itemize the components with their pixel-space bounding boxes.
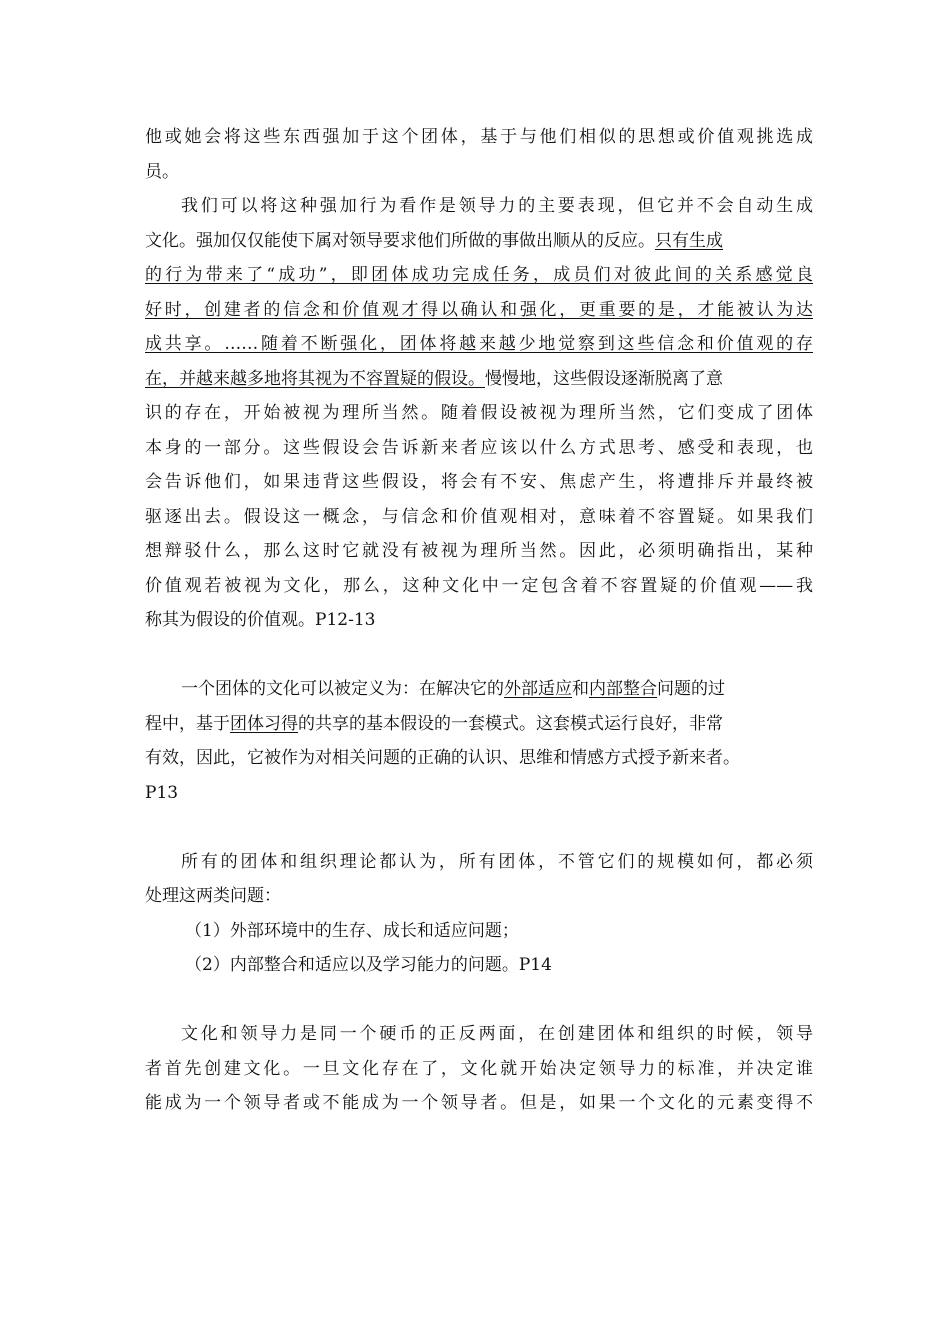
text-line: [145, 258, 813, 293]
paragraph-first-line: [145, 672, 813, 707]
underlined-text: 的行为带来了“成功”，即团体成功完成任务，成员们对彼此间的关系感觉良: [145, 265, 813, 285]
paragraph-first-line: [145, 845, 813, 880]
text-line: [145, 327, 813, 362]
text-line: [145, 293, 813, 328]
text-run: 能成为一个领导者或不能成为一个领导者。但是，如果一个文化的元素变得不: [145, 1093, 813, 1113]
underlined-text: 好时，创建者的信念和价值观才得以确认和强化，更重要的是，才能被认为达: [145, 299, 813, 320]
list-item: [145, 914, 813, 949]
text-line: [145, 1086, 813, 1121]
paragraph-gap: [145, 638, 813, 673]
paragraph-first-line: [145, 189, 813, 224]
text-line: [145, 224, 813, 259]
text-run: 文化和领导力是同一个硬币的正反两面，在创建团体和组织的时候，领导: [181, 1024, 813, 1044]
text-line: [145, 1052, 813, 1087]
underlined-text: 只有生成: [655, 230, 723, 251]
paragraph-first-line: [145, 1017, 813, 1052]
text-run: 他或她会将这些东西强加于这个团体，基于与他们相似的思想或价值观挑选成: [145, 127, 813, 147]
text-line: [145, 431, 813, 466]
underlined-text: 团体习得: [230, 713, 298, 734]
text-run: 处理这两类问题：: [145, 886, 281, 906]
text-run: 慢慢地，这些假设逐渐脱离了意: [485, 368, 723, 389]
text-line: [145, 776, 813, 811]
text-run: 的共享的基本假设的一套模式。这套模式运行良好，非常: [298, 713, 723, 734]
underlined-text: 外部适应: [504, 679, 572, 699]
text-line: [145, 534, 813, 569]
text-line: [145, 879, 813, 914]
text-run: 本身的一部分。这些假设会告诉新来者应该以什么方式思考、感受和表现，也: [145, 437, 813, 458]
text-run: 识的存在，开始被视为理所当然。随着假设被视为理所当然，它们变成了团体: [145, 403, 813, 423]
text-line: [145, 500, 813, 535]
text-run: （1）外部环境中的生存、成长和适应问题；: [185, 920, 519, 941]
paragraph-gap: [145, 983, 813, 1018]
text-run: 员。: [145, 161, 179, 182]
paragraph-gap: [145, 810, 813, 845]
text-run: 价值观若被视为文化，那么，这种文化中一定包含着不容置疑的价值观——我: [145, 575, 813, 596]
underlined-text: 在，并越来越多地将其视为不容置疑的假设。: [145, 368, 485, 389]
text-line: [145, 396, 813, 431]
text-run: 称其为假设的价值观。P12-13: [145, 610, 376, 630]
text-line: [145, 155, 813, 190]
text-run: 想辩驳什么，那么这时它就没有被视为理所当然。因此，必须明确指出，某种: [145, 541, 813, 561]
text-run: 文化。强加仅仅能使下属对领导要求他们所做的事做出顺从的反应。: [145, 230, 655, 251]
text-run: （2）内部整合和适应以及学习能力的问题。P14: [185, 955, 552, 975]
text-run: 者首先创建文化。一旦文化存在了，文化就开始决定领导力的标准，并决定谁: [145, 1058, 813, 1079]
document-body: [145, 120, 813, 1121]
text-run: 问题的过: [657, 679, 725, 699]
text-run: 我们可以将这种强加行为看作是领导力的主要表现，但它并不会自动生成: [181, 196, 813, 216]
text-line: [145, 569, 813, 604]
text-run: 所有的团体和组织理论都认为，所有团体，不管它们的规模如何，都必须: [181, 851, 813, 872]
underlined-text: 内部整合: [589, 679, 657, 699]
text-run: 有效，因此，它被作为对相关问题的正确的认识、思维和情感方式授予新来者。: [145, 748, 740, 768]
text-line: [145, 603, 813, 638]
text-line: [145, 465, 813, 500]
text-line: [145, 362, 813, 397]
text-line: [145, 707, 813, 742]
text-run: 和: [572, 679, 589, 699]
text-run: 会告诉他们，如果违背这些假设，将会有不安、焦虑产生，将遭排斥并最终被: [145, 472, 813, 492]
text-line: [145, 741, 813, 776]
underlined-text: 成共享。……随着不断强化，团体将越来越少地觉察到这些信念和价值观的存: [145, 334, 813, 354]
text-run: 驱逐出去。假设这一概念，与信念和价值观相对，意味着不容置疑。如果我们: [145, 506, 813, 527]
text-run: P13: [145, 782, 179, 803]
text-run: 一个团体的文化可以被定义为：在解决它的: [181, 679, 504, 699]
text-run: 程中，基于: [145, 713, 230, 734]
text-line: [145, 120, 813, 155]
list-item: [145, 948, 813, 983]
